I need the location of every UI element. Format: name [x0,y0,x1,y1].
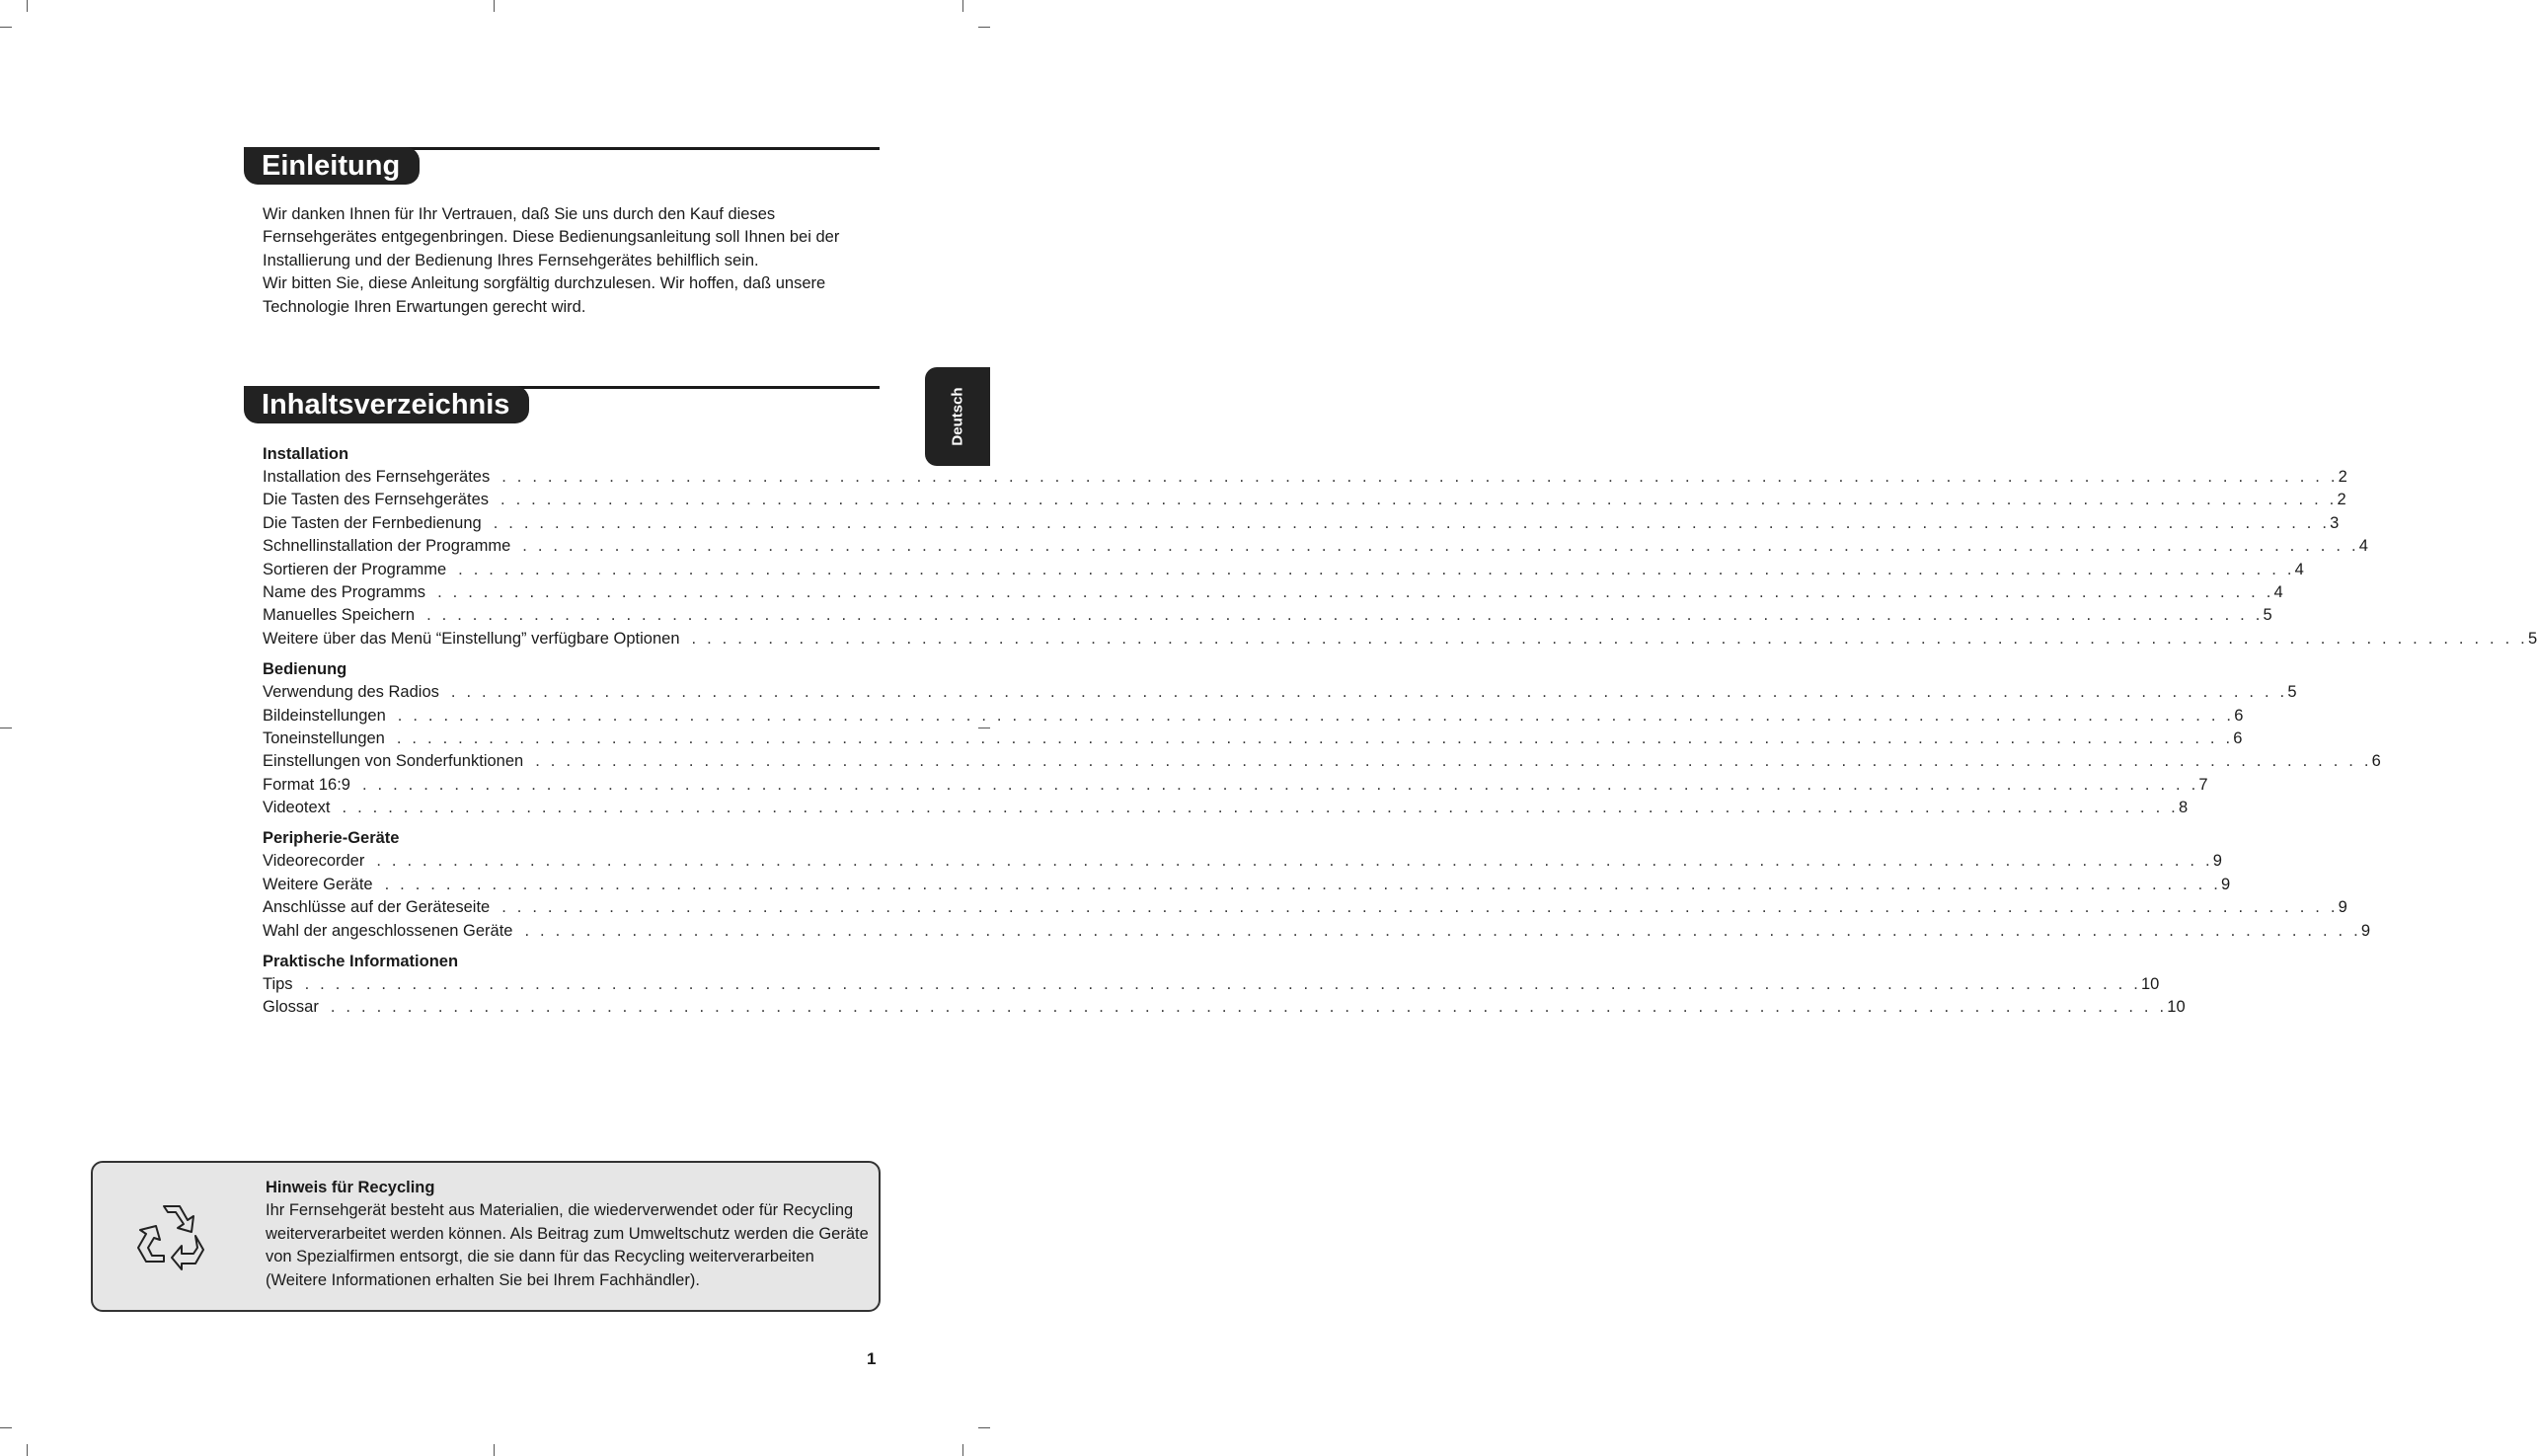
toc-entry-page: 4 [2273,582,2283,601]
toc-entry-label: Toneinstellungen [263,728,385,747]
toc-group [263,951,2186,1020]
toc-entry-label: Format 16:9 [263,775,350,794]
toc-entry-page: 9 [2360,921,2371,940]
toc-entry-page: 4 [2358,537,2368,556]
toc-entry-page: 3 [2330,513,2340,532]
toc-leader-dots: . . . . . . . . . . . . . . . . . . . . . . . . . . . . . . . . . . . . . . . . . . . . . . . . . . . . . . . . . . . . . . . . . . . . . . . . . . . . . . . . . . . . . . . . . . . . . . . . . . . . . . . . . . . . . . . . . . . . . . . . [376,852,2213,871]
toc-entry [263,728,2243,750]
toc-group-heading: Installation [263,445,349,463]
toc-entry [263,466,2347,489]
toc-entry [263,681,2297,704]
toc-entry [263,512,2340,535]
recycling-text-block [266,1177,873,1292]
crop-mark [0,1427,12,1428]
toc-entry [263,535,2368,558]
toc-entry [263,489,2346,511]
crop-mark [962,1444,963,1456]
toc-leader-dots: . . . . . . . . . . . . . . . . . . . . . . . . . . . . . . . . . . . . . . . . . . . . . . . . . . . . . . . . . . . . . . . . . . . . . . . . . . . . . . . . . . . . . . . . . . . . . . . . . . . . . . . . . . . . . . . . . . . . . . . . [524,921,2361,940]
toc-entry [263,750,2381,773]
intro-paragraph: Wir bitten Sie, diese Anleitung sorgfältig durchzulesen. Wir hoffen, daß unsere Technologie Ihren Erwartungen gerecht wird. [263,274,826,316]
toc-entry-label: Verwendung des Radios [263,683,439,702]
toc-heading: Inhaltsverzeichnis [244,386,529,423]
crop-mark [494,1444,495,1456]
toc-group-heading: Peripherie-Geräte [263,829,400,848]
toc-leader-dots: . . . . . . . . . . . . . . . . . . . . . . . . . . . . . . . . . . . . . . . . . . . . . . . . . . . . . . . . . . . . . . . . . . . . . . . . . . . . . . . . . . . . . . . . . . . . . . . . . . . . . . . . . . . . . . . . . . . . . . . . [535,752,2372,771]
toc-leader-dots: . . . . . . . . . . . . . . . . . . . . . . . . . . . . . . . . . . . . . . . . . . . . . . . . . . . . . . . . . . . . . . . . . . . . . . . . . . . . . . . . . . . . . . . . . . . . . . . . . . . . . . . . . . . . . . . . . . . . . . . . [458,560,2295,578]
toc-leader-dots: . . . . . . . . . . . . . . . . . . . . . . . . . . . . . . . . . . . . . . . . . . . . . . . . . . . . . . . . . . . . . . . . . . . . . . . . . . . . . . . . . . . . . . . . . . . . . . . . . . . . . . . . . . . . . . . . . . . . . . . . [501,898,2339,917]
toc-entry-page: 6 [2371,752,2381,771]
crop-mark [27,1444,28,1456]
toc-entry-label: Sortieren der Programme [263,560,447,578]
toc-entry-label: Weitere über das Menü “Einstellung” verfügbare Optionen [263,629,680,648]
toc-entry [263,874,2231,896]
recycling-title: Hinweis für Recycling [266,1179,435,1196]
toc-entry-page: 2 [2338,468,2347,486]
toc-entry [263,581,2283,604]
toc-leader-dots: . . . . . . . . . . . . . . . . . . . . . . . . . . . . . . . . . . . . . . . . . . . . . . . . . . . . . . . . . . . . . . . . . . . . . . . . . . . . . . . . . . . . . . . . . . . . . . . . . . . . . . . . . . . . . . . . . . . . . . . . [522,537,2359,556]
toc-entry-label: Weitere Geräte [263,875,373,893]
toc-leader-dots: . . . . . . . . . . . . . . . . . . . . . . . . . . . . . . . . . . . . . . . . . . . . . . . . . . . . . . . . . . . . . . . . . . . . . . . . . . . . . . . . . . . . . . . . . . . . . . . . . . . . . . . . . . . . . . . . . . . . . . . . [304,975,2141,994]
toc-group-heading: Bedienung [263,660,347,679]
toc-entry-label: Die Tasten der Fernbedienung [263,513,482,532]
toc-entry-page: 10 [2167,998,2186,1017]
toc-entry-page: 5 [2527,629,2537,648]
toc-entry-label: Installation des Fernsehgerätes [263,468,491,486]
toc-leader-dots: . . . . . . . . . . . . . . . . . . . . . . . . . . . . . . . . . . . . . . . . . . . . . . . . . . . . . . . . . . . . . . . . . . . . . . . . . . . . . . . . . . . . . . . . . . . . . . . . . . . . . . . . . . . . . . . . . . . . . . . . [501,468,2339,486]
toc-leader-dots: . . . . . . . . . . . . . . . . . . . . . . . . . . . . . . . . . . . . . . . . . . . . . . . . . . . . . . . . . . . . . . . . . . . . . . . . . . . . . . . . . . . . . . . . . . . . . . . . . . . . . . . . . . . . . . . . . . . . . . . . [396,728,2234,747]
toc-group [263,443,2537,651]
crop-mark [494,0,495,12]
toc-group [263,658,2381,819]
toc-group-heading: Praktische Informationen [263,953,459,971]
recycle-icon [136,1200,207,1271]
toc-entry-page: 9 [2338,898,2347,917]
toc-entry-label: Anschlüsse auf der Geräteseite [263,898,491,917]
toc-entry [263,705,2244,728]
toc-entry [263,850,2222,873]
toc-leader-dots: . . . . . . . . . . . . . . . . . . . . . . . . . . . . . . . . . . . . . . . . . . . . . . . . . . . . . . . . . . . . . . . . . . . . . . . . . . . . . . . . . . . . . . . . . . . . . . . . . . . . . . . . . . . . . . . . . . . . . . . . [426,606,2264,625]
toc-entry-page: 9 [2221,875,2231,893]
crop-mark [962,0,963,12]
toc-entry-page: 5 [2263,606,2272,625]
toc-entry [263,559,2304,581]
toc-entry-page: 6 [2234,706,2244,725]
table-of-contents [263,443,2537,1028]
toc-entry-label: Videorecorder [263,852,365,871]
intro-paragraph: Wir danken Ihnen für Ihr Vertrauen, daß Sie uns durch den Kauf dieses Fernsehgerätes entgegenbringen. Diese Bedienungsanleitung soll Ihnen bei der Installierung und der Bedienung Ihres Fernsehgerätes behilflich sein. [263,205,840,269]
toc-entry [263,628,2537,651]
toc-entry [263,896,2347,919]
toc-leader-dots: . . . . . . . . . . . . . . . . . . . . . . . . . . . . . . . . . . . . . . . . . . . . . . . . . . . . . . . . . . . . . . . . . . . . . . . . . . . . . . . . . . . . . . . . . . . . . . . . . . . . . . . . . . . . . . . . . . . . . . . . [397,706,2235,725]
toc-entry-page: 7 [2198,775,2208,794]
intro-heading: Einleitung [244,147,420,185]
toc-entry-page: 6 [2233,728,2243,747]
toc-leader-dots: . . . . . . . . . . . . . . . . . . . . . . . . . . . . . . . . . . . . . . . . . . . . . . . . . . . . . . . . . . . . . . . . . . . . . . . . . . . . . . . . . . . . . . . . . . . . . . . . . . . . . . . . . . . . . . . . . . . . . . . . [361,775,2199,794]
crop-mark [0,27,12,28]
toc-leader-dots: . . . . . . . . . . . . . . . . . . . . . . . . . . . . . . . . . . . . . . . . . . . . . . . . . . . . . . . . . . . . . . . . . . . . . . . . . . . . . . . . . . . . . . . . . . . . . . . . . . . . . . . . . . . . . . . . . . . . . . . . [450,683,2288,702]
toc-entry-label: Videotext [263,799,331,817]
toc-entry-label: Manuelles Speichern [263,606,416,625]
toc-entry-page: 8 [2178,799,2189,817]
toc-leader-dots: . . . . . . . . . . . . . . . . . . . . . . . . . . . . . . . . . . . . . . . . . . . . . . . . . . . . . . . . . . . . . . . . . . . . . . . . . . . . . . . . . . . . . . . . . . . . . . . . . . . . . . . . . . . . . . . . . . . . . . . . [437,582,2274,601]
toc-entry-label: Wahl der angeschlossenen Geräte [263,921,513,940]
language-tab [925,367,990,466]
toc-leader-dots: . . . . . . . . . . . . . . . . . . . . . . . . . . . . . . . . . . . . . . . . . . . . . . . . . . . . . . . . . . . . . . . . . . . . . . . . . . . . . . . . . . . . . . . . . . . . . . . . . . . . . . . . . . . . . . . . . . . . . . . . [342,799,2179,817]
toc-entry [263,996,2186,1019]
crop-mark [978,27,990,28]
language-tab-label: Deutsch [949,387,966,446]
toc-entry-label: Bildeinstellungen [263,706,386,725]
toc-entry [263,973,2160,996]
toc-entry [263,920,2371,943]
toc-entry-label: Einstellungen von Sonderfunktionen [263,752,524,771]
intro-text [263,203,865,319]
toc-leader-dots: . . . . . . . . . . . . . . . . . . . . . . . . . . . . . . . . . . . . . . . . . . . . . . . . . . . . . . . . . . . . . . . . . . . . . . . . . . . . . . . . . . . . . . . . . . . . . . . . . . . . . . . . . . . . . . . . . . . . . . . . [691,629,2528,648]
toc-entry-page: 10 [2141,975,2160,994]
toc-entry-label: Name des Programms [263,582,426,601]
toc-entry-label: Glossar [263,998,319,1017]
recycling-note [91,1161,881,1312]
toc-group [263,827,2371,943]
toc-entry-label: Schnellinstallation der Programme [263,537,511,556]
recycling-body: Ihr Fernsehgerät besteht aus Materialien, die wiederverwendet oder für Recycling weiterverarbeitet werden können. Als Beitrag zum Umweltschutz werden die Geräte von Spezialfirmen entsorgt, die sie dann für das Recycling weiterverarbeiten (Weitere Informationen erhalten Sie bei Ihrem Fachhändler). [266,1201,869,1289]
crop-mark [978,1427,990,1428]
toc-entry-page: 9 [2212,852,2222,871]
toc-leader-dots: . . . . . . . . . . . . . . . . . . . . . . . . . . . . . . . . . . . . . . . . . . . . . . . . . . . . . . . . . . . . . . . . . . . . . . . . . . . . . . . . . . . . . . . . . . . . . . . . . . . . . . . . . . . . . . . . . . . . . . . . [493,513,2331,532]
toc-entry-label: Tips [263,975,293,994]
toc-entry [263,774,2208,797]
toc-entry [263,604,2272,627]
toc-entry-label: Die Tasten des Fernsehgerätes [263,491,489,509]
crop-mark [27,0,28,12]
toc-entry-page: 2 [2337,491,2346,509]
toc-entry [263,797,2189,819]
toc-entry-page: 5 [2287,683,2297,702]
toc-entry-page: 4 [2294,560,2304,578]
toc-leader-dots: . . . . . . . . . . . . . . . . . . . . . . . . . . . . . . . . . . . . . . . . . . . . . . . . . . . . . . . . . . . . . . . . . . . . . . . . . . . . . . . . . . . . . . . . . . . . . . . . . . . . . . . . . . . . . . . . . . . . . . . . [500,491,2338,509]
toc-leader-dots: . . . . . . . . . . . . . . . . . . . . . . . . . . . . . . . . . . . . . . . . . . . . . . . . . . . . . . . . . . . . . . . . . . . . . . . . . . . . . . . . . . . . . . . . . . . . . . . . . . . . . . . . . . . . . . . . . . . . . . . . [330,998,2168,1017]
toc-leader-dots: . . . . . . . . . . . . . . . . . . . . . . . . . . . . . . . . . . . . . . . . . . . . . . . . . . . . . . . . . . . . . . . . . . . . . . . . . . . . . . . . . . . . . . . . . . . . . . . . . . . . . . . . . . . . . . . . . . . . . . . . [384,875,2222,893]
page-number: 1 [867,1349,877,1368]
